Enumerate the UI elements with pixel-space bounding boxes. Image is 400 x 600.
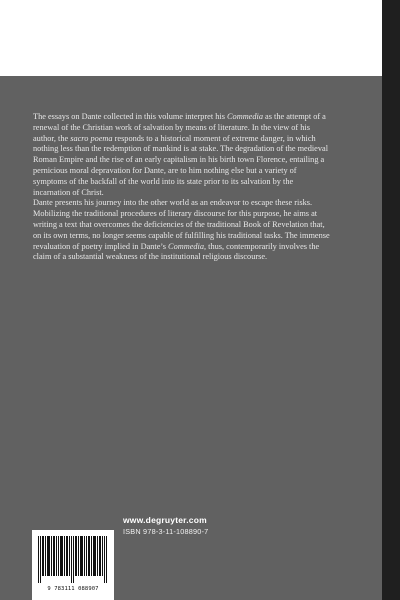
blurb-text: , thus, contemporarily involves the claim of a substantial weakness of the institutional religious discourse. xyxy=(33,241,320,262)
isbn-barcode xyxy=(38,536,108,583)
blurb-paragraph-1 xyxy=(33,112,331,198)
publisher-url: www.degruyter.com xyxy=(123,515,207,525)
blurb-italic-title: Commedia xyxy=(168,241,204,251)
barcode-panel xyxy=(32,530,114,600)
blurb-text: The essays on Dante collected in this volume interpret his xyxy=(33,112,228,121)
isbn-number: ISBN 978-3-11-108890-7 xyxy=(123,527,209,536)
barcode-number: 9 783111 088907 xyxy=(47,586,99,592)
blurb-text: Dante presents his journey into the other world as an endeavor to escape these risks. Mobilizing the traditional procedures of literary discourse for this purpose, he aims at writing a text that overcomes the deficiencies of the traditional Book of Revelation that, on its own terms, no longer seems capable of fulfilling his traditional tasks. The immense revaluation of poetry implied in Dante’s xyxy=(33,198,330,251)
blurb-italic-title: sacro poema xyxy=(70,133,113,143)
blurb-paragraph-2 xyxy=(33,198,331,263)
blurb-text: as the attempt of a renewal of the Christian work of salvation by means of literature. In the view of his author, the xyxy=(33,112,326,143)
cover-edge-band xyxy=(382,0,400,600)
book-blurb xyxy=(33,112,331,263)
blurb-text: responds to a historical moment of extreme danger, in which nothing less than the redemption of mankind is at stake. The degradation of the medieval Roman Empire and the rise of an early capitalism in his birth town Florence, entailing a pernicious moral depravation for Dante, are to him nothing else but a variety of symptoms of the backfall of the world into its state prior to its salvation by the incarnation of Christ. xyxy=(33,133,329,197)
blurb-italic-title: Commedia xyxy=(227,112,263,121)
cover-footer xyxy=(32,514,382,600)
